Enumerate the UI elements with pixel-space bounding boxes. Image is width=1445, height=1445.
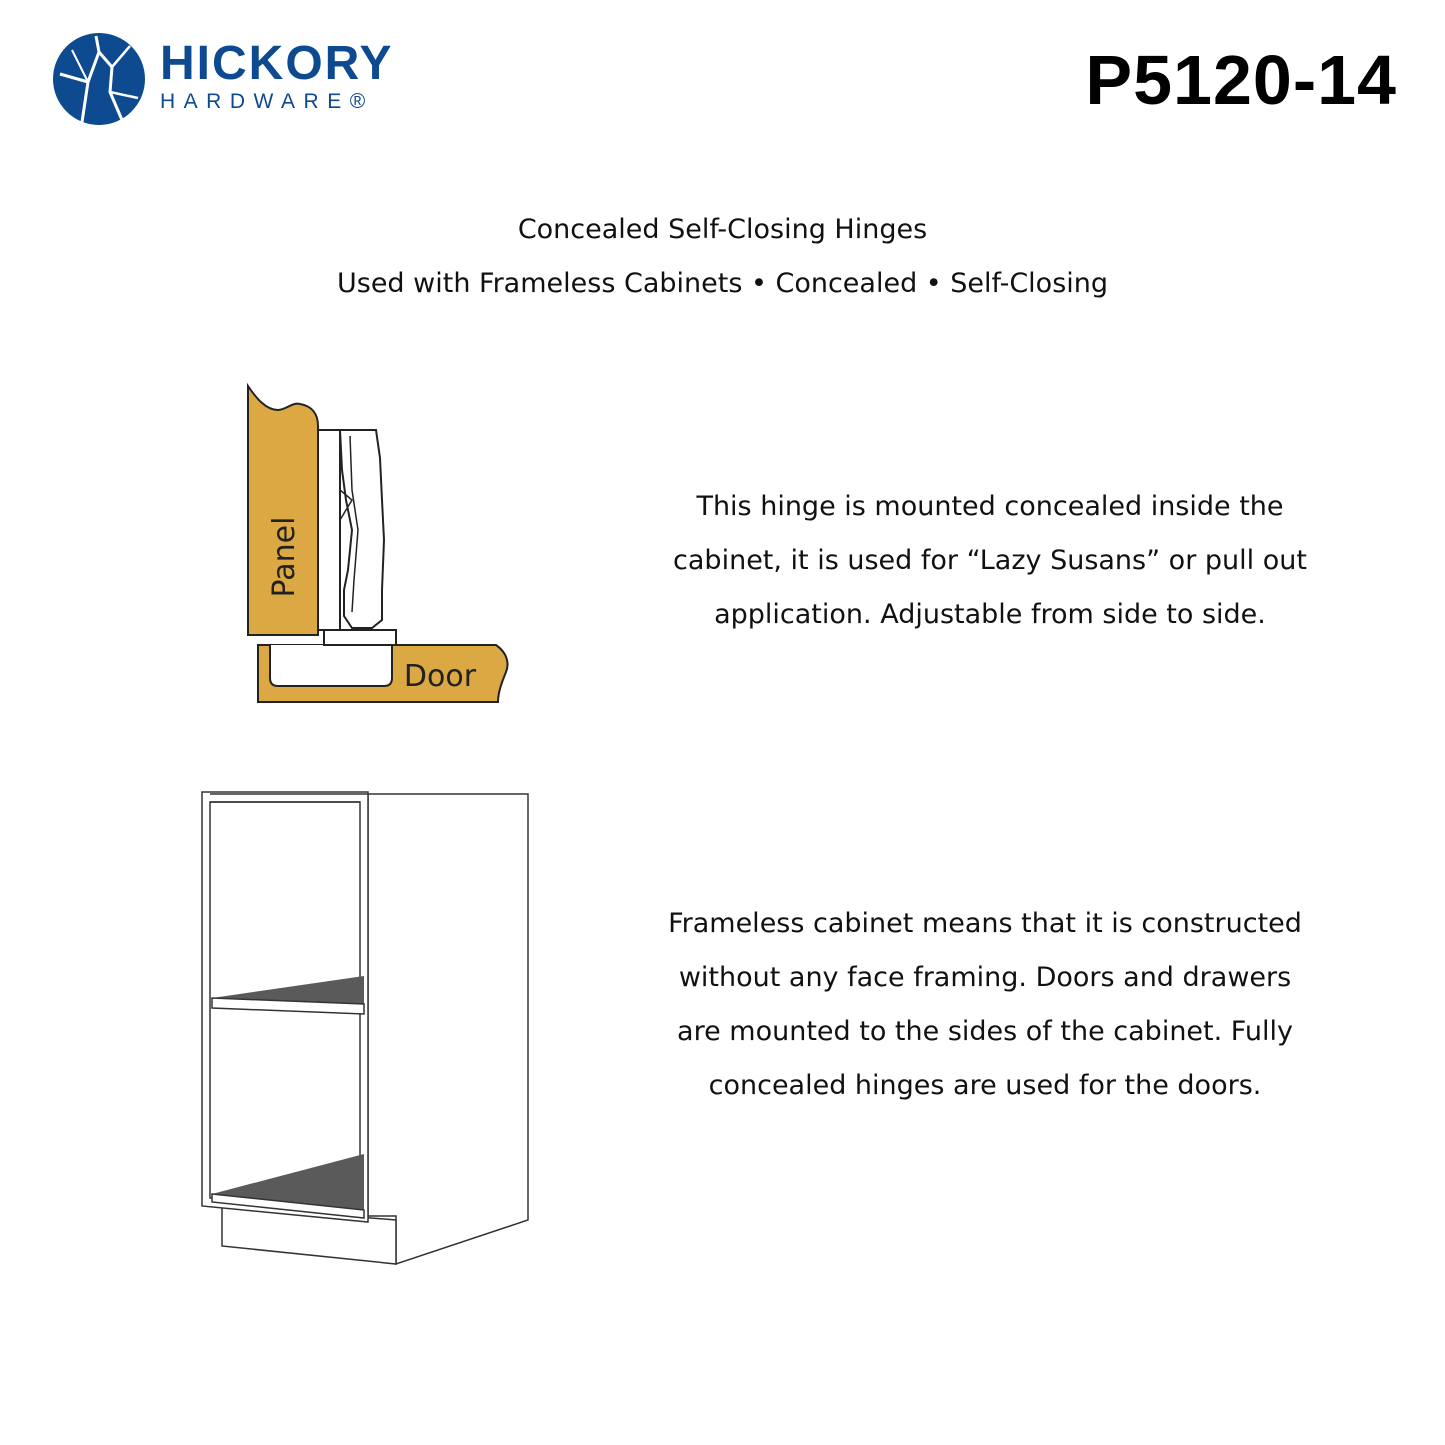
hinge-description-line: This hinge is mounted concealed inside the: [696, 491, 1284, 522]
cabinet-description-line: Frameless cabinet means that it is constructed: [668, 908, 1302, 939]
cabinet-description-line: without any face framing. Doors and drawers: [678, 962, 1292, 993]
hinge-mounting-diagram: [236, 380, 526, 710]
hinge-description-line: cabinet, it is used for “Lazy Susans” or pull out: [673, 545, 1307, 576]
panel-label: Panel: [267, 516, 302, 598]
cabinet-description-line: concealed hinges are used for the doors.: [708, 1070, 1262, 1101]
product-sku: P5120-14: [1085, 41, 1397, 119]
brand-name: HICKORY: [160, 37, 394, 90]
brand-logo: [52, 32, 392, 128]
product-features: Used with Frameless Cabinets • Concealed • Self-Closing: [336, 268, 1109, 299]
cabinet-description-line: are mounted to the sides of the cabinet. Fully: [677, 1016, 1293, 1047]
frameless-cabinet-diagram: [192, 786, 536, 1274]
brand-subname: HARDWARE®: [160, 90, 374, 113]
cabinet-side-panel: [368, 794, 528, 1264]
brand-wordmark: [160, 37, 394, 114]
hinge-description: [600, 480, 1380, 642]
hinge-description-line: application. Adjustable from side to side.: [714, 599, 1266, 630]
cabinet-description: [600, 897, 1370, 1113]
door-label: Door: [403, 659, 477, 694]
product-title: Concealed Self-Closing Hinges: [517, 214, 928, 245]
hickory-tree-icon: [52, 32, 146, 126]
